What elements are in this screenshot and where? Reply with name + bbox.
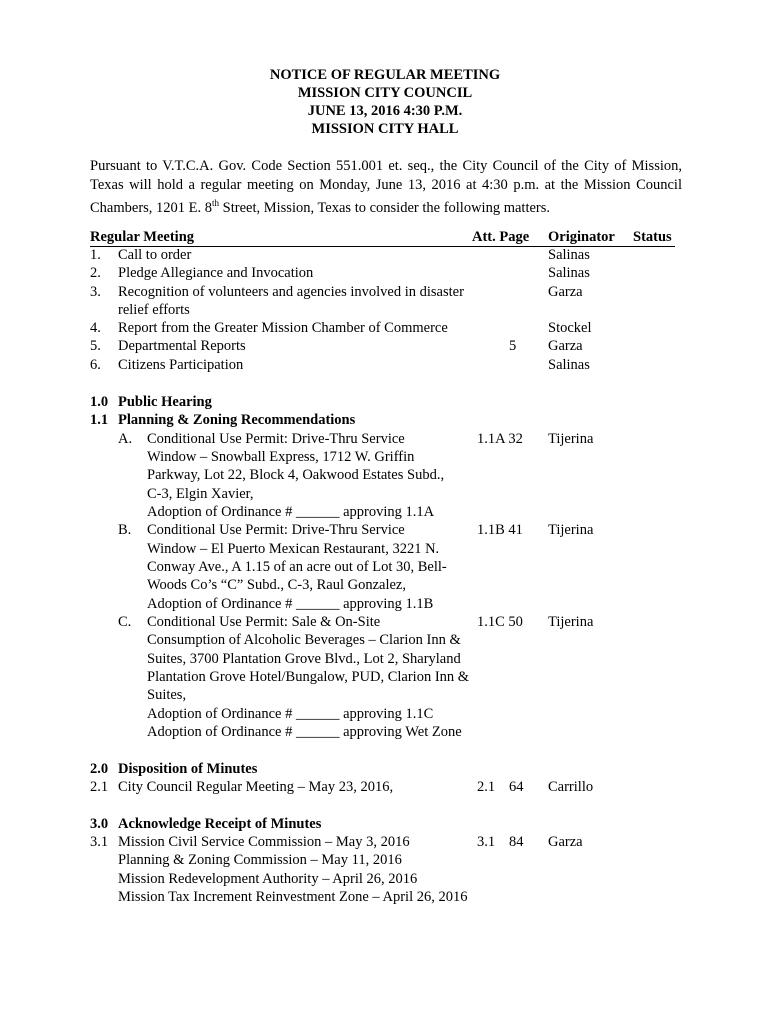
item-line: Conditional Use Permit: Sale & On-Site (147, 614, 381, 630)
item-originator: Garza (548, 834, 583, 850)
list-item-originator: Garza (548, 338, 583, 354)
list-item-num: 1. (90, 247, 101, 263)
item-number: 2.1 (90, 779, 109, 795)
originator-header: Originator (548, 229, 615, 245)
item-attachment: 1.1A 32 (477, 431, 523, 447)
council-name: MISSION CITY COUNCIL (297, 85, 473, 101)
item-number: 3.1 (90, 834, 109, 850)
item-line: Adoption of Ordinance # ______ approving 1.1A (147, 504, 435, 520)
list-item-continued: relief efforts (118, 302, 190, 318)
item-line: Suites, 3700 Plantation Grove Blvd., Lot 2, Sharyland (147, 651, 461, 667)
item-line: Adoption of Ordinance # ______ approving Wet Zone (147, 724, 462, 740)
section-title: Acknowledge Receipt of Minutes (118, 816, 322, 832)
notice-title: NOTICE OF REGULAR MEETING (269, 67, 501, 83)
item-line: Mission Redevelopment Authority – April 26, 2016 (118, 871, 418, 887)
item-line: Conditional Use Permit: Drive-Thru Service (147, 522, 405, 538)
item-page: 64 (509, 779, 524, 795)
list-item-originator: Garza (548, 284, 583, 300)
item-letter: B. (118, 522, 132, 538)
subsection-title: Planning & Zoning Recommendations (118, 412, 356, 428)
subsection-number: 1.1 (90, 412, 109, 428)
section-number: 3.0 (90, 816, 109, 832)
item-line: Adoption of Ordinance # ______ approving 1.1C (147, 706, 434, 722)
list-item: Pledge Allegiance and Invocation (118, 265, 314, 281)
meeting-date: JUNE 13, 2016 4:30 P.M. (307, 103, 463, 119)
list-item-num: 2. (90, 265, 101, 281)
item-line: Window – Snowball Express, 1712 W. Griffin (147, 449, 415, 465)
item-line: City Council Regular Meeting – May 23, 2016, (118, 779, 394, 795)
section-number: 1.0 (90, 394, 109, 410)
list-item: Report from the Greater Mission Chamber of Commerce (118, 320, 448, 336)
status-header: Status (633, 229, 672, 245)
item-page: 84 (509, 834, 524, 850)
intro-text-end: Street, Mission, Texas to consider the following matters. (219, 199, 551, 216)
list-item: Call to order (118, 247, 192, 263)
item-line: Mission Tax Increment Reinvestment Zone – April 26, 2016 (118, 889, 468, 905)
item-line: Mission Civil Service Commission – May 3, 2016 (118, 834, 410, 850)
item-attachment: 1.1B 41 (477, 522, 523, 538)
att-page-header: Att. Page (472, 229, 530, 245)
item-attachment: 1.1C 50 (477, 614, 523, 630)
item-originator: Tijerina (548, 431, 594, 447)
list-item: Citizens Participation (118, 357, 244, 373)
list-item-num: 3. (90, 284, 101, 300)
item-line: Consumption of Alcoholic Beverages – Clarion Inn & (147, 632, 461, 648)
intro-superscript: th (212, 198, 220, 208)
item-line: Plantation Grove Hotel/Bungalow, PUD, Clarion Inn & (147, 669, 470, 685)
list-item-originator: Salinas (548, 357, 590, 373)
item-line: C-3, Elgin Xavier, (147, 486, 254, 502)
meeting-location: MISSION CITY HALL (311, 121, 459, 137)
list-item-originator: Salinas (548, 247, 590, 263)
item-line: Conditional Use Permit: Drive-Thru Service (147, 431, 405, 447)
item-attachment: 2.1 (477, 779, 496, 795)
item-line: Adoption of Ordinance # ______ approving 1.1B (147, 596, 434, 612)
section-title: Disposition of Minutes (118, 761, 258, 777)
item-line: Suites, (147, 687, 187, 703)
intro-text: Pursuant to V.T.C.A. Gov. Code Section 551.001 et. seq., the City Council of the City of Mission, Texas will hold a regular meeting on Monday, June 13, 2016 at 4:30 p.m. at the Mission Council Chambers, 1201 E. 8 (90, 158, 682, 216)
intro-paragraph (90, 157, 682, 217)
section-title: Public Hearing (118, 394, 212, 410)
list-item-num: 6. (90, 357, 101, 373)
list-item-originator: Salinas (548, 265, 590, 281)
item-originator: Tijerina (548, 614, 594, 630)
item-line: Conway Ave., A 1.15 of an acre out of Lot 30, Bell- (147, 559, 447, 575)
item-line: Planning & Zoning Commission – May 11, 2016 (118, 852, 402, 868)
item-line: Parkway, Lot 22, Block 4, Oakwood Estates Subd., (147, 467, 445, 483)
list-item-page: 5 (509, 338, 517, 354)
list-item-num: 4. (90, 320, 101, 336)
item-letter: C. (118, 614, 132, 630)
item-line: Woods Co’s “C” Subd., C-3, Raul Gonzalez, (147, 577, 406, 593)
list-item: Recognition of volunteers and agencies involved in disaster (118, 284, 464, 300)
item-originator: Tijerina (548, 522, 594, 538)
regular-meeting-heading: Regular Meeting (90, 229, 195, 245)
item-letter: A. (118, 431, 133, 447)
item-attachment: 3.1 (477, 834, 496, 850)
section-number: 2.0 (90, 761, 109, 777)
list-item-originator: Stockel (548, 320, 592, 336)
list-item: Departmental Reports (118, 338, 246, 354)
item-originator: Carrillo (548, 779, 594, 795)
list-item-num: 5. (90, 338, 101, 354)
item-line: Window – El Puerto Mexican Restaurant, 3221 N. (147, 541, 440, 557)
